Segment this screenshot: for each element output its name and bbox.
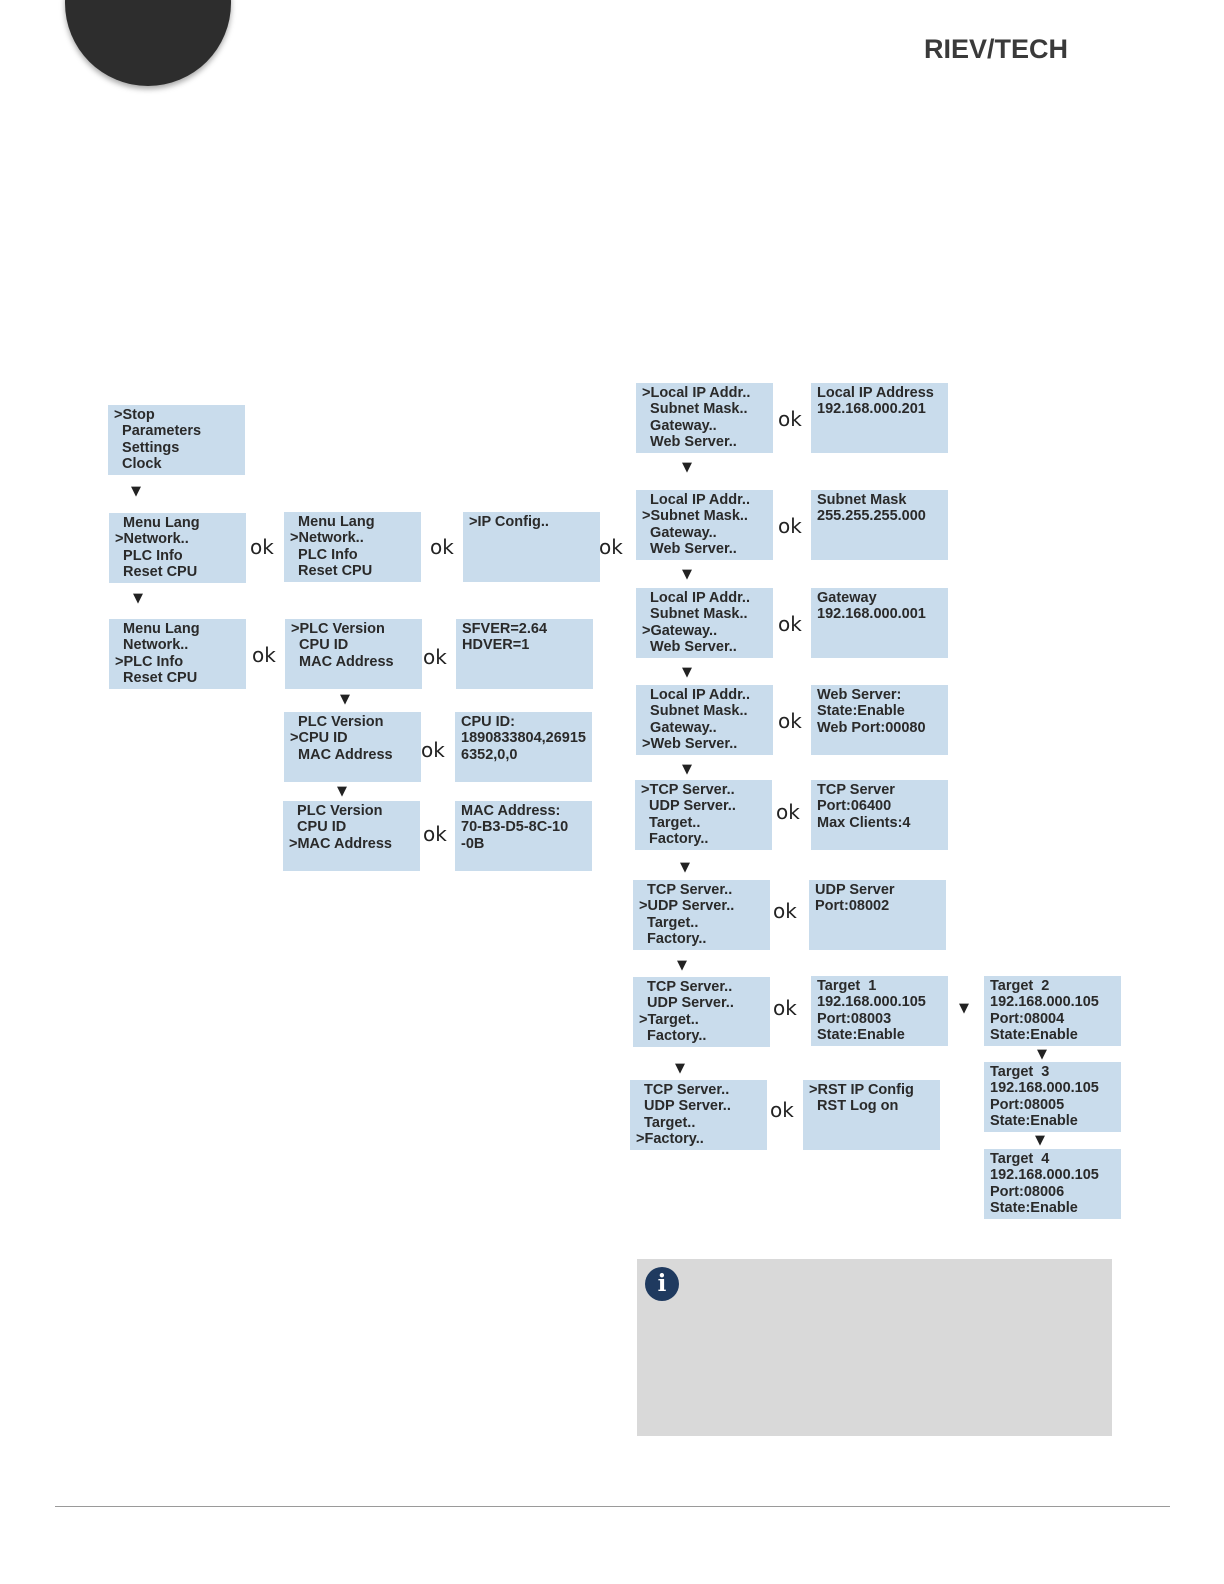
menu-screen-line: 192.168.000.105 — [990, 1080, 1099, 1097]
menu-screen-line: >Network.. — [115, 531, 189, 548]
menu-screen-line: >UDP Server.. — [639, 898, 735, 915]
menu-screen-line: PLC Info — [115, 547, 183, 564]
menu-screen-line: Settings — [114, 439, 180, 456]
menu-screen-line: Reset CPU — [115, 669, 198, 686]
menu-screen-tcp-sel — [635, 780, 772, 850]
menu-screen-line: >PLC Version — [291, 621, 385, 637]
ok-transition-label: ok — [778, 407, 802, 431]
menu-screen-line: 6352,0,0 — [461, 746, 518, 763]
menu-screen-line: Subnet Mask.. — [642, 606, 748, 623]
menu-screen-line: RST Log on — [809, 1098, 899, 1115]
ok-transition-label: ok — [778, 612, 802, 636]
menu-screen-line: Reset CPU — [115, 563, 198, 580]
menu-screen-line: TCP Server — [817, 782, 895, 798]
menu-screen-line: CPU ID — [289, 819, 347, 836]
ok-transition-label: ok — [423, 645, 447, 669]
menu-screen-line: >IP Config.. — [469, 514, 549, 530]
menu-screen-line: >Web Server.. — [642, 735, 738, 752]
down-arrow-icon: ▼ — [680, 860, 690, 875]
menu-screen-line: Port:08006 — [990, 1183, 1065, 1200]
menu-screen-line: PLC Version — [289, 803, 383, 819]
menu-screen-line: >Local IP Addr.. — [642, 385, 751, 401]
menu-screen-line: TCP Server.. — [639, 979, 733, 995]
menu-screen-line: Port:08002 — [815, 898, 890, 915]
menu-screen-line: Gateway — [817, 590, 877, 606]
menu-screen-line: Web Server.. — [642, 638, 737, 655]
menu-screen-line: 192.168.000.201 — [817, 401, 926, 418]
menu-screen-line: Port:08003 — [817, 1010, 892, 1027]
menu-screen-udp-val — [809, 880, 946, 950]
menu-screen-line: Target 1 — [817, 978, 877, 994]
down-arrow-icon: ▼ — [1035, 1133, 1045, 1148]
menu-screen-line: 70-B3-D5-8C-10 — [461, 819, 569, 836]
menu-screen-line: SFVER=2.64 — [462, 621, 548, 637]
menu-screen-line: 192.168.000.105 — [817, 994, 926, 1011]
menu-screen-plc-version-val — [456, 619, 593, 689]
menu-screen-local-ip-val — [811, 383, 948, 453]
ok-transition-label: ok — [421, 738, 445, 762]
menu-screen-settings-plcinfo — [109, 619, 246, 689]
menu-screen-line: Factory.. — [639, 1027, 707, 1044]
menu-screen-line: Target 2 — [990, 978, 1050, 994]
menu-screen-line: Gateway.. — [642, 719, 717, 736]
menu-screen-udp-sel — [633, 880, 770, 950]
menu-screen-subnet-sel — [636, 490, 773, 560]
down-arrow-icon: ▼ — [682, 460, 692, 475]
ok-transition-label: ok — [776, 800, 800, 824]
menu-screen-factory-val — [803, 1080, 940, 1150]
menu-screen-line: Web Server: — [817, 687, 902, 703]
menu-screen-line: >Gateway.. — [642, 622, 718, 639]
menu-screen-line: >PLC Info — [115, 653, 184, 670]
menu-screen-line: Target 3 — [990, 1064, 1050, 1080]
menu-screen-cpu-id-val — [455, 712, 592, 782]
menu-screen-line: Gateway.. — [642, 524, 717, 541]
menu-screen-line: Menu Lang — [115, 515, 200, 531]
menu-screen-gateway-sel — [636, 588, 773, 658]
menu-screen-line: State:Enable — [817, 703, 905, 720]
menu-screen-line: >Network.. — [290, 530, 364, 547]
menu-screen-line: 192.168.000.001 — [817, 606, 926, 623]
menu-screen-line: Menu Lang — [290, 514, 375, 530]
menu-screen-line: Factory.. — [641, 830, 709, 847]
down-arrow-icon: ▼ — [682, 762, 692, 777]
menu-screen-line: Local IP Addr.. — [642, 590, 750, 606]
menu-screen-line: TCP Server.. — [639, 882, 733, 898]
menu-screen-line: >CPU ID — [290, 730, 348, 747]
menu-screen-line: Web Server.. — [642, 540, 737, 557]
footer-divider — [55, 1506, 1170, 1507]
menu-screen-line: >TCP Server.. — [641, 782, 735, 798]
menu-screen-line: UDP Server.. — [641, 798, 736, 815]
menu-screen-mac-val — [455, 801, 592, 871]
menu-screen-line: HDVER=1 — [462, 637, 530, 654]
menu-screen-line: Local IP Addr.. — [642, 687, 750, 703]
menu-screen-line: UDP Server — [815, 882, 895, 898]
ok-transition-label: ok — [252, 643, 276, 667]
menu-screen-tcp-val — [811, 780, 948, 850]
menu-screen-line: >Stop — [114, 407, 155, 423]
ok-transition-label: ok — [423, 822, 447, 846]
menu-screen-subnet-val — [811, 490, 948, 560]
down-arrow-icon: ▼ — [682, 665, 692, 680]
menu-screen-line: State:Enable — [990, 1112, 1078, 1129]
menu-screen-line: Clock — [114, 455, 162, 472]
menu-screen-line: Target 4 — [990, 1151, 1050, 1167]
down-arrow-icon: ▼ — [133, 591, 143, 606]
menu-screen-factory-sel — [630, 1080, 767, 1150]
menu-screen-local-ip-sel — [636, 383, 773, 453]
menu-screen-line: Reset CPU — [290, 562, 373, 579]
menu-screen-mac-sel — [283, 801, 420, 871]
menu-screen-line: Port:08004 — [990, 1010, 1065, 1027]
menu-screen-line: CPU ID: — [461, 714, 515, 730]
ok-transition-label: ok — [778, 709, 802, 733]
info-note — [637, 1259, 1112, 1436]
menu-screen-line: State:Enable — [990, 1199, 1078, 1216]
menu-screen-line: Target.. — [641, 814, 701, 831]
menu-screen-line: Port:06400 — [817, 798, 892, 815]
menu-screen-line: >Subnet Mask.. — [642, 508, 748, 525]
menu-screen-line: Port:08005 — [990, 1096, 1065, 1113]
ok-transition-label: ok — [430, 535, 454, 559]
down-arrow-icon: ▼ — [675, 1061, 685, 1076]
menu-screen-line: State:Enable — [817, 1026, 905, 1043]
ok-transition-label: ok — [778, 514, 802, 538]
corner-badge — [65, 0, 231, 86]
ok-transition-label: ok — [773, 899, 797, 923]
menu-screen-gateway-val — [811, 588, 948, 658]
menu-screen-line: >Target.. — [639, 1011, 699, 1028]
down-arrow-icon: ▼ — [340, 692, 350, 707]
menu-screen-target1-val — [811, 976, 948, 1046]
menu-screen-line: Target.. — [636, 1114, 696, 1131]
menu-screen-cpu-id-sel — [284, 712, 421, 782]
menu-screen-line: Subnet Mask.. — [642, 703, 748, 720]
info-icon: i — [645, 1267, 679, 1301]
menu-screen-line: TCP Server.. — [636, 1082, 730, 1098]
menu-screen-target4-val — [984, 1149, 1121, 1219]
menu-screen-main-menu — [108, 405, 245, 475]
down-arrow-icon: ▼ — [959, 1001, 969, 1016]
menu-screen-line: Subnet Mask.. — [642, 401, 748, 418]
menu-screen-line: Web Server.. — [642, 433, 737, 450]
menu-screen-line: Menu Lang — [115, 621, 200, 637]
brand-logo-text: RIEV/TECH — [924, 34, 1069, 64]
menu-screen-line: CPU ID — [291, 637, 349, 654]
menu-screen-line: Target.. — [639, 914, 699, 931]
down-arrow-icon: ▼ — [677, 958, 687, 973]
menu-screen-line: MAC Address — [291, 653, 394, 670]
menu-screen-plc-version-sel — [285, 619, 422, 689]
menu-screen-line: Local IP Address — [817, 385, 934, 401]
menu-screen-line: Gateway.. — [642, 417, 717, 434]
menu-screen-target-sel — [633, 977, 770, 1047]
menu-screen-target2-val — [984, 976, 1121, 1046]
ok-transition-label: ok — [770, 1098, 794, 1122]
menu-screen-line: 192.168.000.105 — [990, 994, 1099, 1011]
menu-screen-target3-val — [984, 1062, 1121, 1132]
brand-logo — [924, 30, 1084, 70]
menu-screen-webserver-val — [811, 685, 948, 755]
menu-screen-webserver-sel — [636, 685, 773, 755]
menu-screen-line: MAC Address: — [461, 803, 561, 819]
menu-screen-line: >RST IP Config — [809, 1082, 914, 1098]
menu-screen-line: Subnet Mask — [817, 492, 907, 508]
down-arrow-icon: ▼ — [131, 484, 141, 499]
down-arrow-icon: ▼ — [337, 784, 347, 799]
menu-screen-line: PLC Version — [290, 714, 384, 730]
menu-screen-ip-config — [463, 512, 600, 582]
menu-screen-line: Web Port:00080 — [817, 719, 926, 736]
menu-screen-line: Local IP Addr.. — [642, 492, 750, 508]
ok-transition-label: ok — [773, 996, 797, 1020]
menu-screen-line: UDP Server.. — [639, 995, 734, 1012]
menu-screen-line: State:Enable — [990, 1026, 1078, 1043]
menu-screen-line: Parameters — [114, 423, 202, 440]
menu-screen-line: >MAC Address — [289, 835, 393, 852]
menu-screen-line: Factory.. — [639, 930, 707, 947]
down-arrow-icon: ▼ — [1037, 1047, 1047, 1062]
ok-transition-label: ok — [250, 535, 274, 559]
down-arrow-icon: ▼ — [682, 567, 692, 582]
menu-screen-line: MAC Address — [290, 746, 393, 763]
menu-screen-line: 1890833804,26915 — [461, 730, 586, 747]
menu-screen-line: >Factory.. — [636, 1130, 704, 1147]
menu-screen-line: -0B — [461, 835, 485, 852]
menu-screen-line: Max Clients:4 — [817, 814, 911, 831]
menu-screen-line: UDP Server.. — [636, 1098, 731, 1115]
menu-screen-settings-network — [109, 513, 246, 583]
menu-screen-network-sub — [284, 512, 421, 582]
menu-screen-line: Network.. — [115, 637, 189, 654]
menu-screen-line: 255.255.255.000 — [817, 508, 926, 525]
ok-transition-label: ok — [599, 535, 623, 559]
menu-screen-line: PLC Info — [290, 546, 358, 563]
menu-screen-line: 192.168.000.105 — [990, 1167, 1099, 1184]
